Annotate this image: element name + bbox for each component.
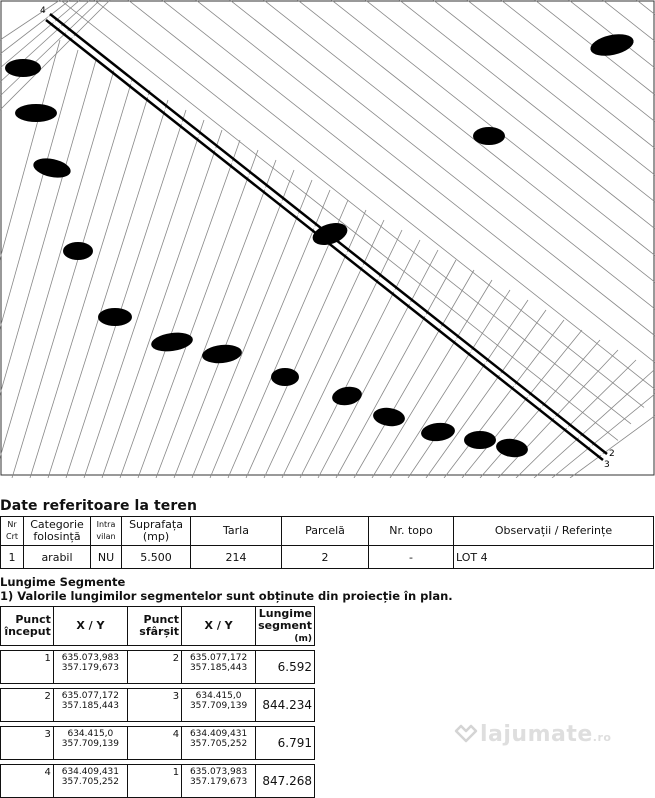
end-point: 1	[127, 765, 181, 798]
header-start-point: Punct început	[1, 607, 54, 646]
heart-icon	[452, 723, 480, 743]
segments-table	[0, 606, 315, 798]
header-intravilan: Intra vilan	[91, 517, 122, 546]
header-observatii: Observații / Referințe	[454, 517, 654, 546]
cell-nr: 1	[1, 546, 24, 569]
watermark	[452, 722, 611, 747]
segment-length: 6.592	[256, 651, 315, 684]
start-coords: 634.415,0 357.709,139	[53, 727, 127, 760]
segment-length: 844.234	[256, 689, 315, 722]
start-point: 2	[1, 689, 54, 722]
table-row	[1, 727, 315, 760]
end-point: 2	[127, 651, 181, 684]
header-length-unit: (m)	[294, 633, 312, 644]
header-nr-topo: Nr. topo	[369, 517, 454, 546]
end-point: 4	[127, 727, 181, 760]
cell-tarla: 214	[191, 546, 282, 569]
header-length	[256, 607, 315, 646]
end-point: 3	[127, 689, 181, 722]
watermark-tld: .ro	[592, 731, 612, 744]
point-label-2: 2	[609, 449, 615, 459]
start-coords: 635.077,172 357.185,443	[53, 689, 127, 722]
end-coords: 635.077,172 357.185,443	[182, 651, 256, 684]
segments-section-title: Lungime Segmente	[0, 575, 126, 589]
watermark-text: lajumate	[480, 722, 593, 747]
header-categorie: Categorie folosință	[24, 517, 91, 546]
point-label-4: 4	[40, 6, 46, 16]
start-point: 3	[1, 727, 54, 760]
land-table-header-row	[1, 517, 654, 546]
segments-header-row	[1, 607, 315, 646]
end-coords: 634.415,0 357.709,139	[182, 689, 256, 722]
point-label-3: 3	[604, 460, 610, 470]
table-row	[1, 546, 654, 569]
cell-observatii: LOT 4	[454, 546, 654, 569]
header-end-point: Punct sfârșit	[127, 607, 181, 646]
segment-length: 847.268	[256, 765, 315, 798]
segments-note: 1) Valorile lungimilor segmentelor sunt obținute din proiecție în plan.	[0, 589, 453, 603]
start-point: 1	[1, 651, 54, 684]
cell-parcela: 2	[282, 546, 369, 569]
table-row	[1, 651, 315, 684]
header-tarla: Tarla	[191, 517, 282, 546]
land-data-table	[0, 516, 654, 569]
start-coords: 635.073,983 357.179,673	[53, 651, 127, 684]
segment-length: 6.791	[256, 727, 315, 760]
start-coords: 634.409,431 357.705,252	[53, 765, 127, 798]
end-coords: 635.073,983 357.179,673	[182, 765, 256, 798]
header-xy-start: X / Y	[53, 607, 127, 646]
header-length-label: Lungime segment	[258, 606, 313, 632]
header-suprafata: Suprafața (mp)	[122, 517, 191, 546]
cell-suprafata: 5.500	[122, 546, 191, 569]
header-xy-end: X / Y	[182, 607, 256, 646]
table-row	[1, 765, 315, 798]
header-parcela: Parcelă	[282, 517, 369, 546]
cell-intravilan: NU	[91, 546, 122, 569]
cell-nr-topo: -	[369, 546, 454, 569]
table-row	[1, 689, 315, 722]
start-point: 4	[1, 765, 54, 798]
end-coords: 634.409,431 357.705,252	[182, 727, 256, 760]
header-nr: Nr Crt	[1, 517, 24, 546]
cell-categorie: arabil	[24, 546, 91, 569]
land-section-title: Date referitoare la teren	[0, 498, 198, 514]
